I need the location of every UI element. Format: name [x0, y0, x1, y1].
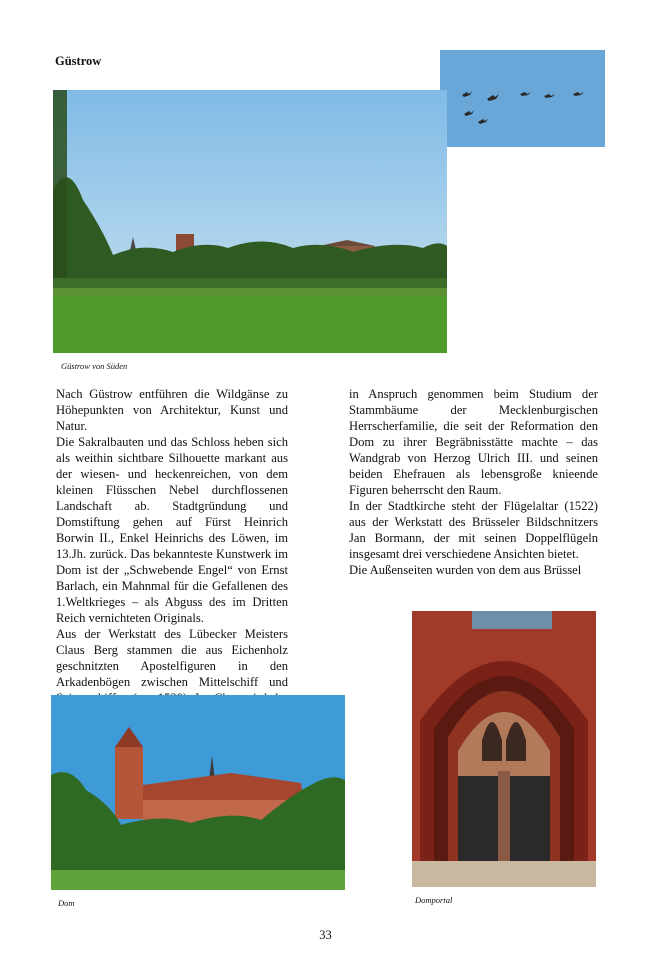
paragraph: Die Außenseiten wurden von dem aus Brüssel: [349, 563, 582, 577]
paragraph: in Anspruch genommen beim Studium der Stammbäume der Mecklenburgischen Herrscherfamilie, die seit der Reformation den Dom zu ihrer Begräbnisstätte machte – das Wandgrab von Herzog Ulrich III. und seinen beiden Ehefrauen als lebensgroße knieende Figuren beherrscht den Raum.: [349, 387, 598, 497]
text-column-right: [349, 386, 598, 578]
geese-photo: [440, 50, 605, 147]
paragraph: Die Sakralbauten und das Schloss heben sich als weithin sichtbare Silhouette markant aus der wiesen- und heckenreichen, von dem kleinen Flüsschen Nebel durchflossenen Landschaft ab. Stadtgründung und Domstiftung gehen auf Fürst Heinrich Borwin II., Enkel Heinrichs des Löwen, im 13.Jh. zurück. Das bekannteste Kunstwerk im Dom ist der „Schwebende Engel“ von Ernst Barlach, ein Mahnmal für die Gefallenen des 1.Weltkrieges – als Abguss des im Dritten Reich vernichteten Originals.: [56, 435, 288, 625]
caption-dom: Dom: [58, 898, 75, 908]
caption-south-view: Güstrow von Süden: [61, 361, 128, 371]
text-column-left: [56, 386, 288, 722]
paragraph: Nach Güstrow entführen die Wildgänse zu Höhepunkten von Architektur, Kunst und Natur.: [56, 387, 288, 433]
dom-photo: [51, 695, 345, 890]
paragraph: In der Stadtkirche steht der Flügelaltar (1522) aus der Werkstatt des Brüsseler Bildschnitzers Jan Bormann, der mit seinen Doppelflügeln insgesamt drei verschiedene Ansichten bietet.: [349, 499, 598, 561]
page-heading: Güstrow: [55, 54, 102, 68]
page-number: 33: [319, 928, 332, 942]
caption-domportal: Domportal: [415, 895, 453, 905]
domportal-photo: [412, 611, 596, 887]
paragraph: Aus der Werkstatt des Lübecker Meisters Claus Berg stammen die aus Eichenholz geschnitzten Apostelfiguren in den Arkadenbögen zwischen Mittelschiff und: [56, 627, 288, 689]
guestrow-landscape-photo: [53, 90, 447, 353]
